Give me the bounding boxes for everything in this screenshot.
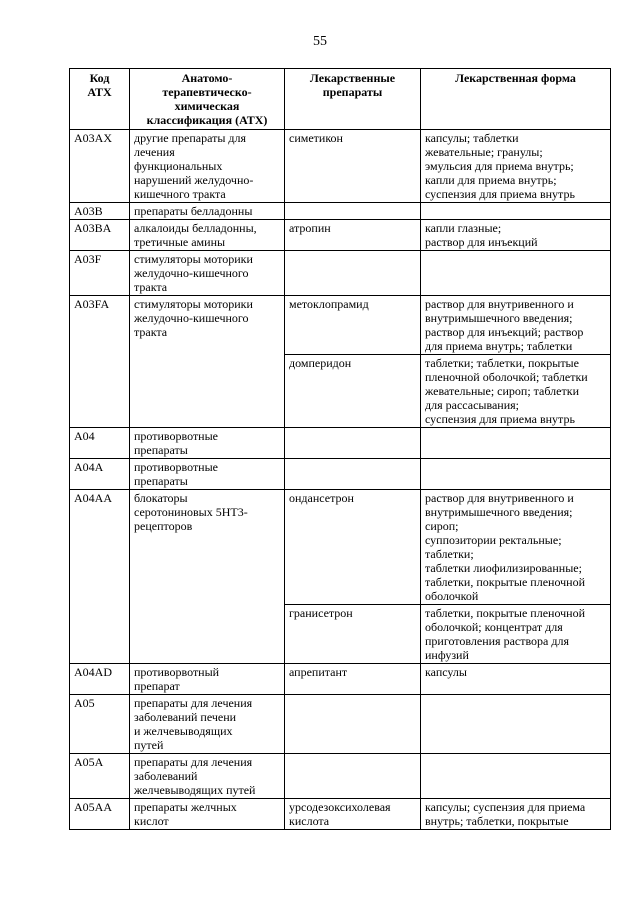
atc-code-cell bbox=[70, 251, 130, 296]
atc-classification-cell bbox=[130, 296, 285, 428]
atc-classification-cell bbox=[130, 664, 285, 695]
atc-code-cell bbox=[70, 664, 130, 695]
drug-name-cell bbox=[285, 459, 421, 490]
dosage-form: капли глазные; раствор для инъекций bbox=[425, 221, 538, 249]
atc-code-cell bbox=[70, 220, 130, 251]
atc-code-cell bbox=[70, 428, 130, 459]
table-row bbox=[70, 459, 611, 490]
atc-classification-cell bbox=[130, 459, 285, 490]
atc-classification: противорвотные препараты bbox=[134, 429, 218, 457]
table-row bbox=[70, 695, 611, 754]
atc-code: A03B bbox=[74, 204, 103, 218]
atc-code: A05 bbox=[74, 696, 95, 710]
table-row bbox=[70, 130, 611, 203]
atc-classification: противорвотные препараты bbox=[134, 460, 218, 488]
drug-name-cell bbox=[285, 799, 421, 830]
drug-name-cell bbox=[285, 251, 421, 296]
atc-code: A04AD bbox=[74, 665, 112, 679]
dosage-form: капсулы; суспензия для приема внутрь; таблетки, покрытые bbox=[425, 800, 586, 828]
drug-name: апрепитант bbox=[289, 665, 348, 679]
drug-name: домперидон bbox=[289, 356, 352, 370]
drug-name-cell bbox=[285, 754, 421, 799]
dosage-form-cell bbox=[421, 251, 611, 296]
atc-classification-cell bbox=[130, 203, 285, 220]
atc-classification: препараты белладонны bbox=[134, 204, 253, 218]
atc-code-cell bbox=[70, 754, 130, 799]
drug-name-cell bbox=[285, 220, 421, 251]
atc-classification-cell bbox=[130, 754, 285, 799]
dosage-form-cell bbox=[421, 355, 611, 428]
atc-classification-cell bbox=[130, 799, 285, 830]
header-atc-code: Код АТХ bbox=[70, 69, 130, 130]
drug-name: атропин bbox=[289, 221, 331, 235]
atc-drug-table bbox=[69, 68, 611, 830]
atc-classification-cell bbox=[130, 251, 285, 296]
atc-code: A03AX bbox=[74, 131, 112, 145]
dosage-form: раствор для внутривенного и внутримышечного введения; раствор для инъекций; раствор для приема внутрь; таблетки bbox=[425, 297, 584, 353]
page-number: 55 bbox=[313, 34, 327, 49]
atc-classification: блокаторы серотониновых 5HT3- рецепторов bbox=[134, 491, 248, 533]
drug-name-cell bbox=[285, 203, 421, 220]
atc-classification: противорвотный препарат bbox=[134, 665, 220, 693]
table-row bbox=[70, 664, 611, 695]
atc-classification-cell bbox=[130, 130, 285, 203]
drug-name-cell bbox=[285, 130, 421, 203]
drug-name: симетикон bbox=[289, 131, 343, 145]
dosage-form-cell bbox=[421, 459, 611, 490]
atc-classification: препараты для лечения заболеваний печени и желчевыводящих путей bbox=[134, 696, 253, 752]
atc-classification: стимуляторы моторики желудочно-кишечного тракта bbox=[134, 297, 253, 339]
drug-name: метоклопрамид bbox=[289, 297, 369, 311]
dosage-form-cell bbox=[421, 220, 611, 251]
atc-code: A04AA bbox=[74, 491, 112, 505]
dosage-form-cell bbox=[421, 695, 611, 754]
table-row bbox=[70, 490, 611, 605]
atc-classification-cell bbox=[130, 220, 285, 251]
atc-code-cell bbox=[70, 695, 130, 754]
table-row bbox=[70, 251, 611, 296]
dosage-form-cell bbox=[421, 799, 611, 830]
dosage-form-cell bbox=[421, 490, 611, 605]
header-atc-classification: Анатомо- терапевтическо- химическая классификация (АТХ) bbox=[130, 69, 285, 130]
atc-code: A04 bbox=[74, 429, 95, 443]
atc-classification-cell bbox=[130, 428, 285, 459]
atc-code-cell bbox=[70, 130, 130, 203]
dosage-form: капсулы; таблетки жевательные; гранулы; эмульсия для приема внутрь; капли для приема внутрь; суспензия для приема внутрь bbox=[425, 131, 575, 201]
atc-code: A03F bbox=[74, 252, 102, 266]
dosage-form-cell bbox=[421, 605, 611, 664]
table-body bbox=[70, 130, 611, 830]
atc-code: A03BA bbox=[74, 221, 112, 235]
atc-code-cell bbox=[70, 459, 130, 490]
atc-classification: алкалоиды белладонны, третичные амины bbox=[134, 221, 257, 249]
header-dosage-form: Лекарственная форма bbox=[421, 69, 611, 130]
atc-code-cell bbox=[70, 203, 130, 220]
dosage-form: таблетки; таблетки, покрытые пленочной оболочкой; таблетки жевательные; сироп; таблетки для рассасывания; суспензия для приема внутрь bbox=[425, 356, 588, 426]
drug-name-cell bbox=[285, 695, 421, 754]
atc-code: A05A bbox=[74, 755, 104, 769]
table-row bbox=[70, 220, 611, 251]
drug-name-cell bbox=[285, 490, 421, 605]
drug-name: гранисетрон bbox=[289, 606, 353, 620]
dosage-form-cell bbox=[421, 203, 611, 220]
drug-name: ондансетрон bbox=[289, 491, 354, 505]
atc-classification: препараты желчных кислот bbox=[134, 800, 237, 828]
atc-classification: другие препараты для лечения функциональных нарушений желудочно- кишечного тракта bbox=[134, 131, 254, 201]
drug-name-cell bbox=[285, 605, 421, 664]
atc-code: A03FA bbox=[74, 297, 110, 311]
table-header-row bbox=[70, 69, 611, 130]
atc-classification: препараты для лечения заболеваний желчевыводящих путей bbox=[134, 755, 256, 797]
atc-classification: стимуляторы моторики желудочно-кишечного тракта bbox=[134, 252, 253, 294]
atc-code-cell bbox=[70, 799, 130, 830]
atc-code: A04A bbox=[74, 460, 104, 474]
drug-name-cell bbox=[285, 296, 421, 355]
atc-classification-cell bbox=[130, 695, 285, 754]
dosage-form-cell bbox=[421, 130, 611, 203]
table-row bbox=[70, 428, 611, 459]
table-row bbox=[70, 296, 611, 355]
atc-classification-cell bbox=[130, 490, 285, 664]
table-row bbox=[70, 754, 611, 799]
dosage-form: капсулы bbox=[425, 665, 467, 679]
atc-code-cell bbox=[70, 296, 130, 428]
dosage-form: таблетки, покрытые пленочной оболочкой; концентрат для приготовления раствора для инфузий bbox=[425, 606, 586, 662]
table-row bbox=[70, 799, 611, 830]
dosage-form: раствор для внутривенного и внутримышечного введения; сироп; суппозитории ректальные; таблетки; таблетки лиофилизированные; таблетки, покрытые пленочной оболочкой bbox=[425, 491, 586, 603]
drug-name-cell bbox=[285, 355, 421, 428]
atc-code-cell bbox=[70, 490, 130, 664]
dosage-form-cell bbox=[421, 664, 611, 695]
drug-name-cell bbox=[285, 664, 421, 695]
drug-name-cell bbox=[285, 428, 421, 459]
dosage-form-cell bbox=[421, 428, 611, 459]
header-drugs: Лекарственные препараты bbox=[285, 69, 421, 130]
dosage-form-cell bbox=[421, 296, 611, 355]
drug-name: урсодезоксихолевая кислота bbox=[289, 800, 391, 828]
dosage-form-cell bbox=[421, 754, 611, 799]
table-row bbox=[70, 203, 611, 220]
atc-code: A05AA bbox=[74, 800, 112, 814]
